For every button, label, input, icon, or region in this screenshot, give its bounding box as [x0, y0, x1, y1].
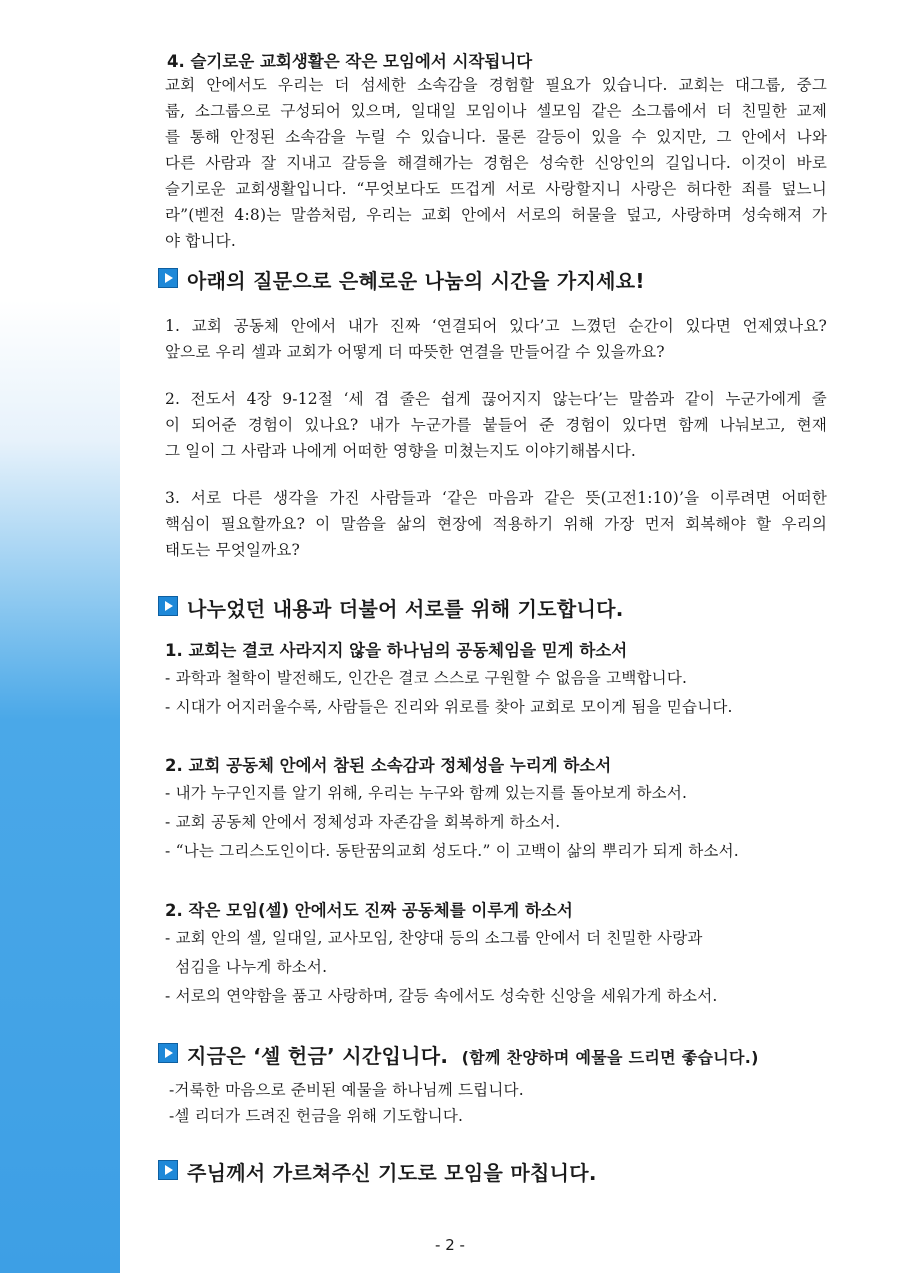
section4-title: 4. 슬기로운 교회생활은 작은 모임에서 시작됩니다 [167, 52, 533, 71]
decorative-side-bar [0, 0, 120, 1273]
prayer-line: - “나는 그리스도인이다. 동탄꿈의교회 성도다.” 이 고백이 삶의 뿌리가 되게 하소서. [165, 842, 739, 860]
question-line: 그 일이 그 사람과 나에게 어떠한 영향을 미쳤는지도 이야기해봅시다. [165, 442, 636, 460]
section4-line: 야 합니다. [165, 232, 236, 250]
closing-heading: 주님께서 가르쳐주신 기도로 모임을 마칩니다. [187, 1161, 597, 1185]
prayer-heading: 나누었던 내용과 더불어 서로를 위해 기도합니다. [187, 597, 624, 621]
question-line: 2. 전도서 4장 9-12절 ‘세 겹 줄은 쉽게 끊어지지 않는다’는 말씀과 같이 누군가에게 줄 [165, 390, 827, 408]
prayer-line: - 과학과 철학이 발전해도, 인간은 결코 스스로 구원할 수 없음을 고백합니다. [165, 669, 688, 687]
section4-line: 를 통해 안정된 소속감을 누릴 수 있습니다. 물론 갈등이 있을 수 있지만, 그 안에서 나와 [165, 128, 827, 146]
offering-line: -셀 리더가 드려진 헌금을 위해 기도합니다. [169, 1107, 464, 1125]
page-number: - 2 - [435, 1236, 465, 1254]
triangle-bullet-icon [158, 596, 178, 616]
offering-note: (함께 찬양하며 예물을 드리면 좋습니다.) [461, 1048, 759, 1067]
section4-line: 라”(벧전 4:8)는 말씀처럼, 우리는 교회 안에서 서로의 허물을 덮고, 사랑하며 성숙해져 가 [165, 206, 827, 224]
prayer-line: - 교회 공동체 안에서 정체성과 자존감을 회복하게 하소서. [165, 813, 561, 831]
offering-heading-text: 지금은 ‘셀 헌금’ 시간입니다. [187, 1044, 449, 1068]
prayer-line: - 내가 누구인지를 알기 위해, 우리는 누구와 함께 있는지를 돌아보게 하소서. [165, 784, 688, 802]
section4-line: 슬기로운 교회생활입니다. “무엇보다도 뜨겁게 서로 사랑할지니 사랑은 허다한 죄를 덮느니 [165, 180, 827, 198]
triangle-bullet-icon [158, 1043, 178, 1063]
prayer-line: - 교회 안의 셀, 일대일, 교사모임, 찬양대 등의 소그룹 안에서 더 친밀한 사랑과 [165, 929, 703, 947]
question-line: 3. 서로 다른 생각을 가진 사람들과 ‘같은 마음과 같은 뜻(고전1:10)’을 이루려면 어떠한 [165, 489, 827, 507]
prayer-line: 섬김을 나누게 하소서. [165, 958, 328, 976]
prayer-item-title: 1. 교회는 결코 사라지지 않을 하나님의 공동체임을 믿게 하소서 [165, 641, 628, 660]
triangle-bullet-icon [158, 1160, 178, 1180]
section4-line: 룹, 소그룹으로 구성되어 있으며, 일대일 모임이나 셀모임 같은 소그룹에서 더 친밀한 교제 [165, 102, 827, 120]
triangle-bullet-icon [158, 268, 178, 288]
question-line: 이 되어준 경험이 있나요? 내가 누군가를 붙들어 준 경험이 있다면 함께 나눠보고, 현재 [165, 416, 827, 434]
question-line: 핵심이 필요할까요? 이 말씀을 삶의 현장에 적용하기 위해 가장 먼저 회복해야 할 우리의 [165, 515, 827, 533]
prayer-line: - 서로의 연약함을 품고 사랑하며, 갈등 속에서도 성숙한 신앙을 세워가게 하소서. [165, 987, 718, 1005]
question-line: 1. 교회 공동체 안에서 내가 진짜 ‘연결되어 있다’고 느꼈던 순간이 있다면 언제였나요? [165, 317, 827, 335]
question-line: 앞으로 우리 셀과 교회가 어떻게 더 따뜻한 연결을 만들어갈 수 있을까요? [165, 343, 665, 361]
prayer-line: - 시대가 어지러울수록, 사람들은 진리와 위로를 찾아 교회로 모이게 됨을 믿습니다. [165, 698, 733, 716]
section4-line: 다른 사람과 잘 지내고 갈등을 해결해가는 경험은 성숙한 신앙인의 길입니다. 이것이 바로 [165, 154, 827, 172]
prayer-item-title: 2. 교회 공동체 안에서 참된 소속감과 정체성을 누리게 하소서 [165, 756, 612, 775]
section4-line: 교회 안에서도 우리는 더 섬세한 소속감을 경험할 필요가 있습니다. 교회는 대그룹, 중그 [165, 76, 827, 94]
prayer-item-title: 2. 작은 모임(셀) 안에서도 진짜 공동체를 이루게 하소서 [165, 901, 573, 920]
question-line: 태도는 무엇일까요? [165, 541, 301, 559]
offering-heading [187, 1040, 759, 1069]
offering-line: -거룩한 마음으로 준비된 예물을 하나님께 드립니다. [169, 1081, 524, 1099]
questions-heading: 아래의 질문으로 은혜로운 나눔의 시간을 가지세요! [187, 269, 645, 293]
